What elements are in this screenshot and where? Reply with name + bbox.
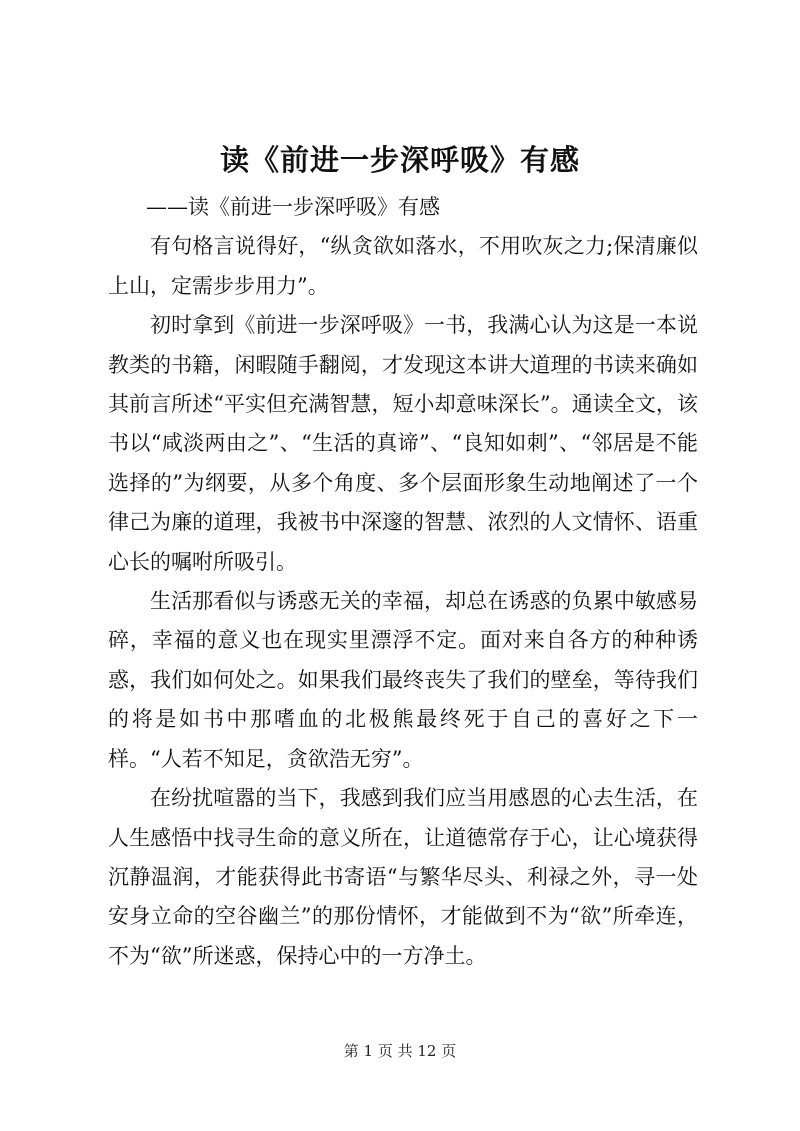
document-title: 读《前进一步深呼吸》有感 [219, 143, 580, 177]
page-footer: 第 1 页 共 12 页 [343, 1042, 457, 1060]
paragraph-4: 在纷扰喧嚣的当下，我感到我们应当用感恩的心去生活，在人生感悟中找寻生命的意义所在，让道德常存于心，让心境获得沉静温润，才能获得此书寄语“与繁华尽头、利禄之外，寻一处安身立命的空谷幽兰”的那份情怀，才能做到不为“欲”所牵连，不为“欲”所迷惑，保持心中的一方净土。 [108, 786, 698, 968]
paragraph-3: 生活那看似与诱惑无关的幸福，却总在诱惑的负累中敏感易碎，幸福的意义也在现实里漂浮不定。面对来自各方的种种诱惑，我们如何处之。如果我们最终丧失了我们的壁垒，等待我们的将是如书中那嗜血的北极熊最终死于自己的喜好之下一样。“人若不知足，贪欲浩无穷”。 [108, 589, 698, 771]
paragraph-1: 有句格言说得好，“纵贪欲如落水，不用吹灰之力;保清廉似上山，定需步步用力”。 [108, 234, 698, 298]
document-body [108, 188, 698, 976]
document-subtitle: ——读《前进一步深呼吸》有感 [146, 195, 440, 219]
paragraph-2: 初时拿到《前进一步深呼吸》一书，我满心认为这是一本说教类的书籍，闲暇随手翻阅，才发现这本讲大道理的书读来确如其前言所述“平实但充满智慧，短小却意味深长”。通读全文，该书以“咸淡两由之”、“生活的真谛”、“良知如刺”、“邻居是不能选择的”为纲要，从多个角度、多个层面形象生动地阐述了一个律己为廉的道理，我被书中深邃的智慧、浓烈的人文情怀、语重心长的嘱咐所吸引。 [108, 313, 698, 574]
